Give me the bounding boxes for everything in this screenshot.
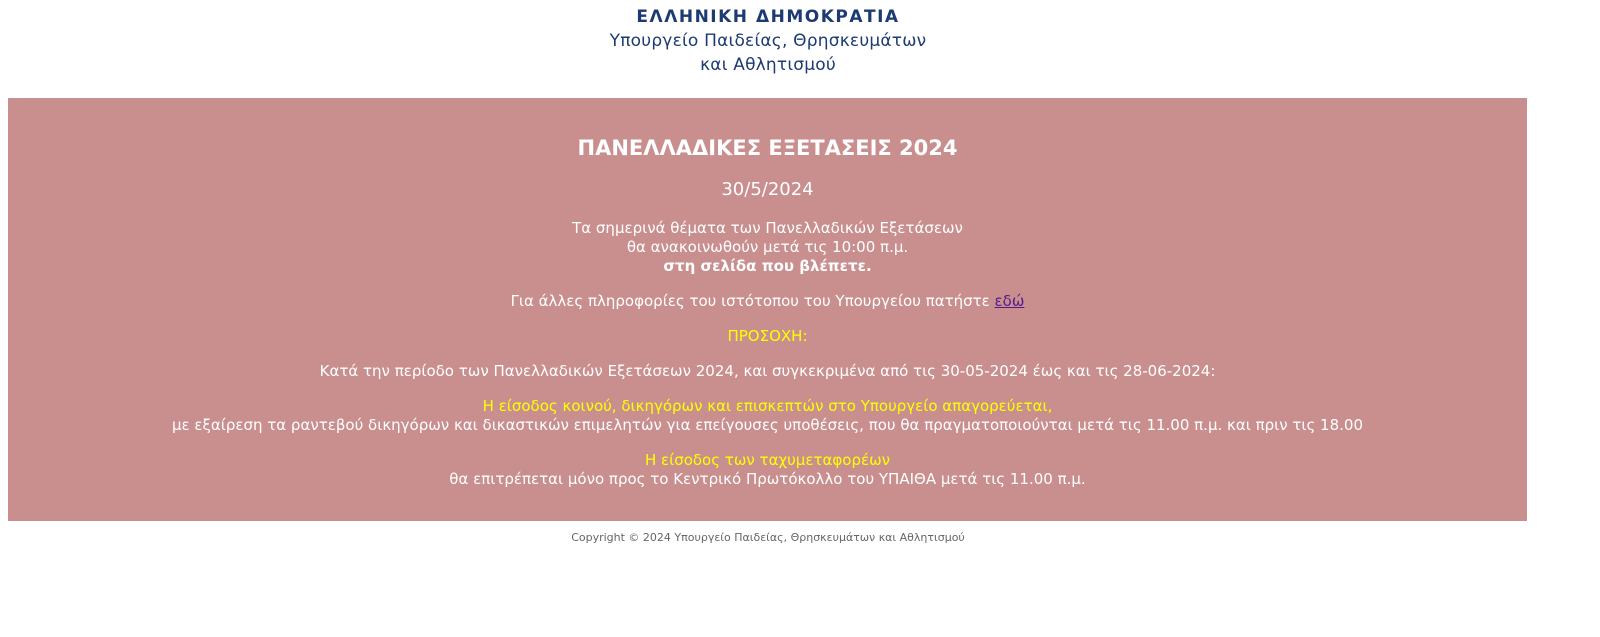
entry-ban-text: Η είσοδος κοινού, δικηγόρων και επισκεπτών στο Υπουργείο απαγορεύεται, <box>482 397 1053 415</box>
ministry-name-line1: Υπουργείο Παιδείας, Θρησκευμάτων <box>609 31 927 51</box>
notice-title: ΠΑΝΕΛΛΑΔΙΚΕΣ ΕΞΕΤΑΣΕΙΣ 2024 <box>577 136 958 160</box>
couriers-text: θα επιτρέπεται μόνο προς το Κεντρικό Πρωτόκολλο του ΥΠΑΙΘΑ μετά τις 11.00 π.μ. <box>449 470 1086 488</box>
couriers-title: Η είσοδος των ταχυμεταφορέων <box>644 451 891 469</box>
announcement-line1: Τα σημερινά θέματα των Πανελλαδικών Εξετάσεων <box>572 219 963 237</box>
exam-period-text: Κατά την περίοδο των Πανελλαδικών Εξετάσεων 2024, και συγκεκριμένα από τις 30-05-2024 έως και τις 28-06-2024: <box>319 362 1216 380</box>
more-info-text: Για άλλες πληροφορίες του ιστότοπου του Υπουργείου πατήστε <box>510 292 995 310</box>
announcement-line2: θα ανακοινωθούν μετά τις 10:00 π.μ. <box>626 238 909 256</box>
entry-exception-text: με εξαίρεση τα ραντεβού δικηγόρων και δικαστικών επιμελητών για επείγουσες υποθέσεις, που θα πραγματοποιούνται μετά τις 11.00 π.μ. και πριν τις 18.00 <box>171 416 1363 434</box>
attention-label: ΠΡΟΣΟΧΗ: <box>727 327 808 345</box>
notice-date: 30/5/2024 <box>721 179 814 200</box>
copyright-footer: Copyright © 2024 Υπουργείο Παιδείας, Θρησκευμάτων και Αθλητισμού <box>571 531 965 544</box>
ministry-name-line2: και Αθλητισμού <box>700 55 836 75</box>
ministry-header <box>0 0 1536 98</box>
country-name: ΕΛΛΗΝΙΚΗ ΔΗΜΟΚΡΑΤΙΑ <box>636 7 900 27</box>
more-info-line <box>8 292 1527 310</box>
notice-panel <box>8 98 1527 521</box>
announcement-line3: στη σελίδα που βλέπετε. <box>663 257 872 275</box>
more-info-link[interactable]: εδώ <box>994 292 1025 310</box>
